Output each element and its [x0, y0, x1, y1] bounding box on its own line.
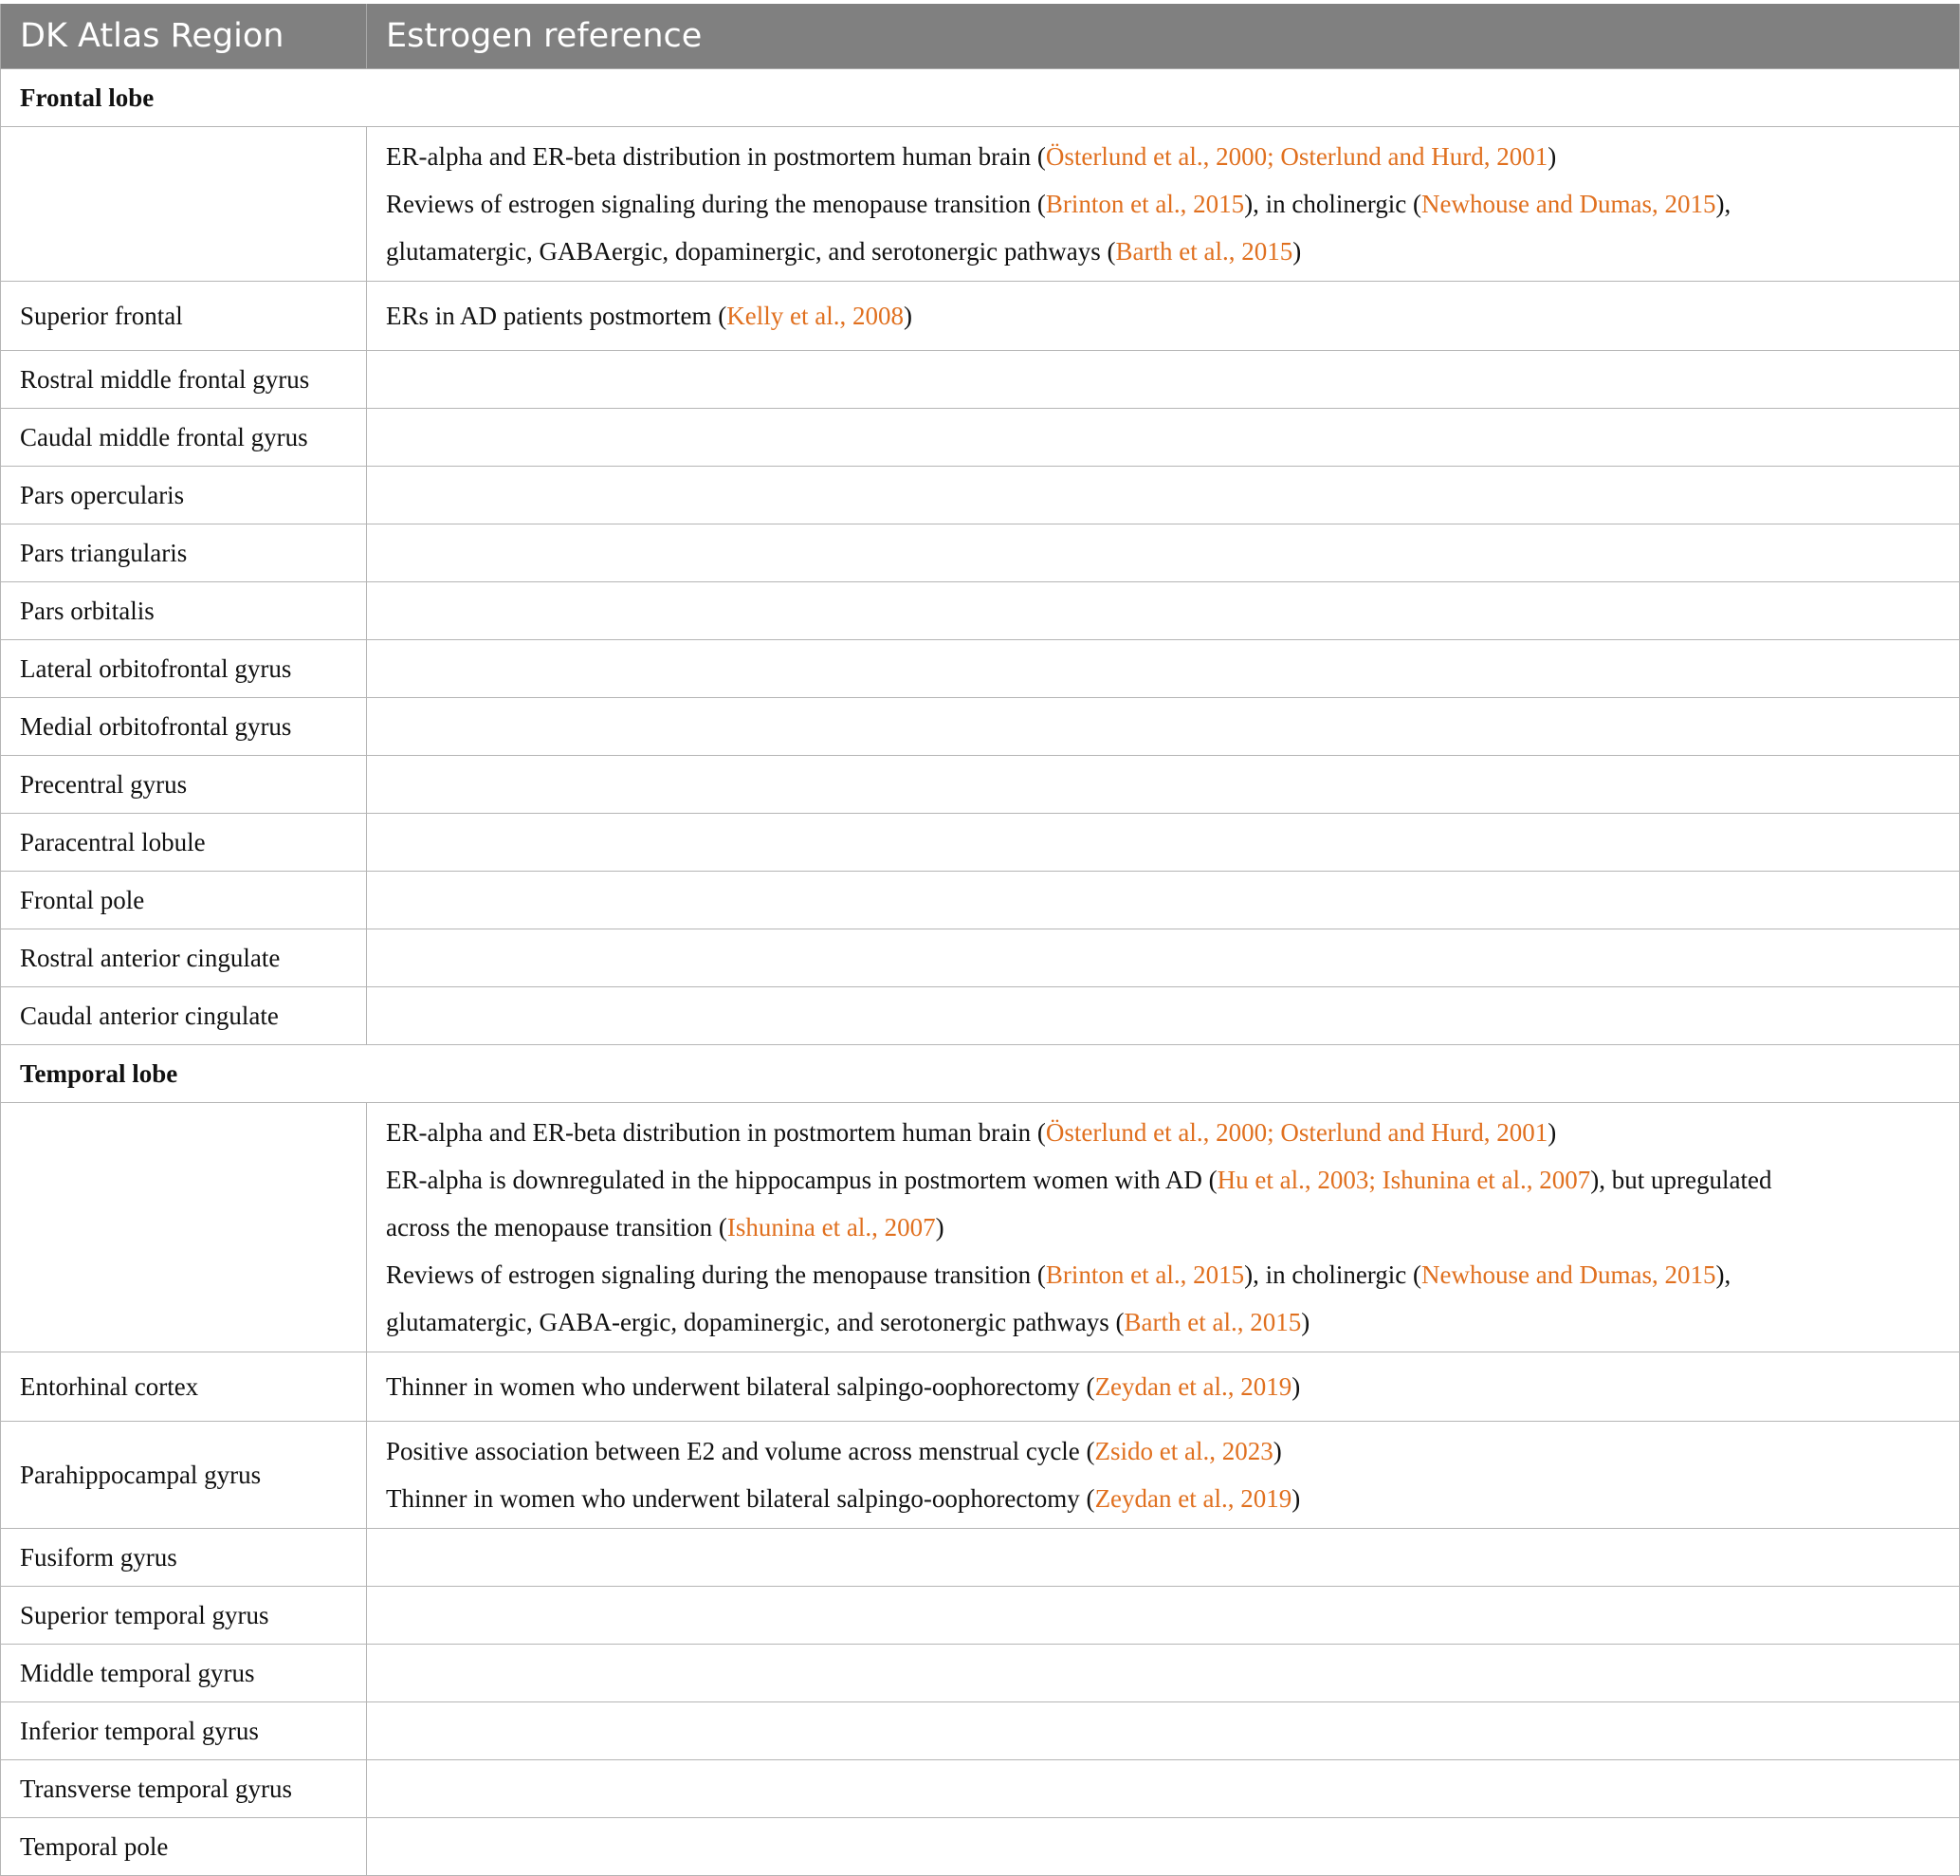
reference-cell	[367, 756, 1960, 814]
reference-cell	[367, 1422, 1960, 1529]
region-name: Precentral gyrus	[1, 756, 367, 814]
reference-text: )	[903, 302, 912, 330]
table-body	[1, 69, 1960, 1876]
reference-text: ER-alpha is downregulated in the hippocampus in postmortem women with AD (	[386, 1166, 1218, 1194]
reference-cell	[367, 698, 1960, 756]
table-row	[1, 1645, 1960, 1702]
reference-line	[386, 1204, 1940, 1251]
table-row	[1, 582, 1960, 640]
region-name: Temporal pole	[1, 1818, 367, 1876]
citation-link[interactable]: Ishunina et al., 2007	[726, 1213, 936, 1241]
reference-cell	[367, 582, 1960, 640]
region-name: Frontal pole	[1, 872, 367, 929]
reference-line	[386, 133, 1940, 180]
table-row	[1, 1529, 1960, 1587]
reference-line	[386, 180, 1940, 228]
reference-line	[386, 1427, 1940, 1475]
reference-text: ), in cholinergic (	[1244, 190, 1422, 218]
region-name: Inferior temporal gyrus	[1, 1702, 367, 1760]
reference-cell	[367, 1645, 1960, 1702]
reference-cell	[367, 351, 1960, 409]
table-row	[1, 467, 1960, 524]
citation-link[interactable]: Österlund et al., 2000; Osterlund and Hurd, 2001	[1045, 1118, 1548, 1147]
table-row	[1, 1818, 1960, 1876]
reference-text: )	[1273, 1437, 1282, 1465]
region-name: Pars opercularis	[1, 467, 367, 524]
table-row	[1, 1422, 1960, 1529]
reference-cell	[367, 872, 1960, 929]
reference-cell	[367, 1103, 1960, 1352]
citation-link[interactable]: Brinton et al., 2015	[1045, 1260, 1245, 1289]
citation-link[interactable]: Zsido et al., 2023	[1094, 1437, 1273, 1465]
section-intro-row	[1, 127, 1960, 282]
header-estrogen-reference: Estrogen reference	[367, 4, 1960, 69]
reference-line	[386, 1156, 1940, 1204]
reference-cell	[367, 814, 1960, 872]
reference-cell	[367, 282, 1960, 351]
section-title: Frontal lobe	[1, 69, 1960, 127]
reference-line	[386, 1475, 1940, 1522]
region-name: Rostral middle frontal gyrus	[1, 351, 367, 409]
reference-text: )	[935, 1213, 944, 1241]
region-name: Transverse temporal gyrus	[1, 1760, 367, 1818]
citation-link[interactable]: Newhouse and Dumas, 2015	[1421, 190, 1716, 218]
reference-cell	[367, 1529, 1960, 1587]
region-name: Fusiform gyrus	[1, 1529, 367, 1587]
region-name: Entorhinal cortex	[1, 1352, 367, 1422]
reference-line	[386, 1109, 1940, 1156]
citation-link[interactable]: Zeydan et al., 2019	[1094, 1372, 1292, 1401]
reference-cell	[367, 1760, 1960, 1818]
reference-text: )	[1301, 1308, 1310, 1336]
header-row	[1, 4, 1960, 69]
citation-link[interactable]: Kelly et al., 2008	[726, 302, 904, 330]
reference-text: Reviews of estrogen signaling during the menopause transition (	[386, 190, 1046, 218]
table-row	[1, 1587, 1960, 1645]
region-name: Paracentral lobule	[1, 814, 367, 872]
reference-text: )	[1291, 1372, 1301, 1401]
table-row	[1, 929, 1960, 987]
table-row	[1, 640, 1960, 698]
region-name: Medial orbitofrontal gyrus	[1, 698, 367, 756]
table-header	[1, 4, 1960, 69]
citation-link[interactable]: Barth et al., 2015	[1115, 237, 1293, 266]
region-name: Caudal anterior cingulate	[1, 987, 367, 1045]
region-name: Caudal middle frontal gyrus	[1, 409, 367, 467]
reference-text: Positive association between E2 and volume across menstrual cycle (	[386, 1437, 1095, 1465]
reference-text: Thinner in women who underwent bilateral salpingo-oophorectomy (	[386, 1484, 1095, 1513]
region-cell-empty	[1, 1103, 367, 1352]
table-row	[1, 1760, 1960, 1818]
reference-cell	[367, 127, 1960, 282]
reference-text: ER-alpha and ER-beta distribution in postmortem human brain (	[386, 142, 1046, 171]
table-row	[1, 524, 1960, 582]
section-intro-row	[1, 1103, 1960, 1352]
table-row	[1, 351, 1960, 409]
section-title: Temporal lobe	[1, 1045, 1960, 1103]
reference-text: glutamatergic, GABAergic, dopaminergic, and serotonergic pathways (	[386, 237, 1116, 266]
reference-line	[386, 228, 1940, 275]
reference-text: ),	[1715, 190, 1731, 218]
reference-text: ERs in AD patients postmortem (	[386, 302, 727, 330]
reference-cell	[367, 524, 1960, 582]
reference-text: )	[1291, 1484, 1301, 1513]
section-row	[1, 69, 1960, 127]
citation-link[interactable]: Hu et al., 2003; Ishunina et al., 2007	[1217, 1166, 1591, 1194]
reference-text: )	[1548, 1118, 1557, 1147]
reference-cell	[367, 987, 1960, 1045]
reference-text: Thinner in women who underwent bilateral salpingo-oophorectomy (	[386, 1372, 1095, 1401]
reference-line	[386, 1363, 1940, 1410]
citation-link[interactable]: Brinton et al., 2015	[1045, 190, 1245, 218]
citation-link[interactable]: Newhouse and Dumas, 2015	[1421, 1260, 1716, 1289]
reference-text: ),	[1715, 1260, 1731, 1289]
table-row	[1, 409, 1960, 467]
region-name: Pars orbitalis	[1, 582, 367, 640]
reference-text: Reviews of estrogen signaling during the menopause transition (	[386, 1260, 1046, 1289]
region-name: Rostral anterior cingulate	[1, 929, 367, 987]
region-name: Superior temporal gyrus	[1, 1587, 367, 1645]
reference-text: across the menopause transition (	[386, 1213, 727, 1241]
reference-text: ), but upregulated	[1590, 1166, 1772, 1194]
table-row	[1, 698, 1960, 756]
header-region: DK Atlas Region	[1, 4, 367, 69]
table-row	[1, 1702, 1960, 1760]
table-row	[1, 756, 1960, 814]
estrogen-reference-table	[0, 4, 1960, 1876]
citation-link[interactable]: Zeydan et al., 2019	[1094, 1484, 1292, 1513]
section-row	[1, 1045, 1960, 1103]
table-row	[1, 282, 1960, 351]
table-row	[1, 872, 1960, 929]
reference-cell	[367, 1818, 1960, 1876]
region-cell-empty	[1, 127, 367, 282]
reference-cell	[367, 640, 1960, 698]
table-row	[1, 1352, 1960, 1422]
reference-line	[386, 1251, 1940, 1298]
reference-cell	[367, 1587, 1960, 1645]
region-name: Middle temporal gyrus	[1, 1645, 367, 1702]
reference-line	[386, 1298, 1940, 1346]
reference-text: glutamatergic, GABA-ergic, dopaminergic, and serotonergic pathways (	[386, 1308, 1125, 1336]
reference-cell	[367, 929, 1960, 987]
reference-text: )	[1292, 237, 1302, 266]
reference-cell	[367, 409, 1960, 467]
table-row	[1, 814, 1960, 872]
reference-cell	[367, 1702, 1960, 1760]
table-row	[1, 987, 1960, 1045]
reference-text: )	[1548, 142, 1557, 171]
region-name: Parahippocampal gyrus	[1, 1422, 367, 1529]
reference-cell	[367, 1352, 1960, 1422]
region-name: Lateral orbitofrontal gyrus	[1, 640, 367, 698]
region-name: Pars triangularis	[1, 524, 367, 582]
region-name: Superior frontal	[1, 282, 367, 351]
citation-link[interactable]: Österlund et al., 2000; Osterlund and Hurd, 2001	[1045, 142, 1548, 171]
reference-line	[386, 292, 1940, 340]
reference-text: ), in cholinergic (	[1244, 1260, 1422, 1289]
reference-text: ER-alpha and ER-beta distribution in postmortem human brain (	[386, 1118, 1046, 1147]
reference-cell	[367, 467, 1960, 524]
citation-link[interactable]: Barth et al., 2015	[1124, 1308, 1302, 1336]
